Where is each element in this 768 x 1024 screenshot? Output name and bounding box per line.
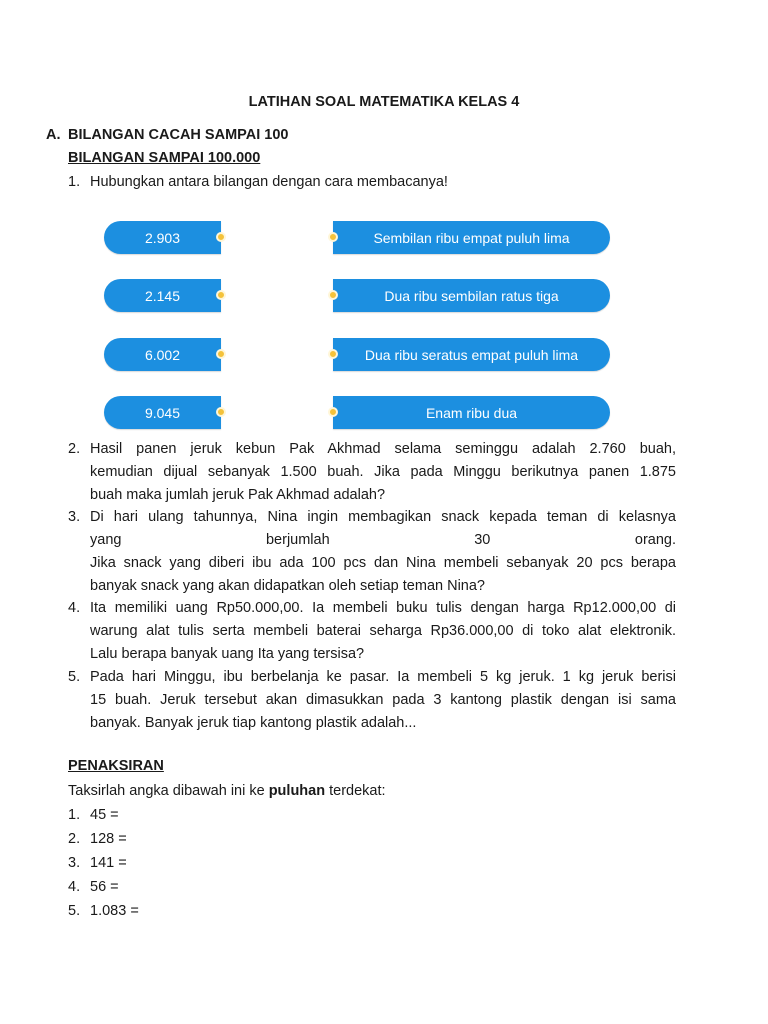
section-a-heading — [46, 127, 288, 143]
word-option-1[interactable] — [333, 221, 610, 254]
estimate-item-5-number: 5. — [68, 903, 81, 919]
text-line: 15 buah. Jeruk tersebut akan dimasukkan pada 3 kantong plastik dengan isi sama — [90, 692, 676, 708]
text-line: kemudian dijual sebanyak 1.500 buah. Jika pada Minggu berikutnya panen 1.875 — [90, 464, 676, 480]
text-line: Lalu berapa banyak uang Ita yang tersisa? — [90, 646, 365, 662]
number-option-label: 2.145 — [144, 287, 181, 304]
word-option-4[interactable] — [333, 396, 610, 429]
number-option-3[interactable] — [104, 338, 221, 371]
section-letter: A. — [46, 127, 61, 143]
instruction-emphasis: puluhan — [268, 783, 326, 799]
question-4-text — [90, 597, 676, 666]
word-option-label: Dua ribu seratus empat puluh lima — [364, 346, 579, 363]
estimate-item-1: 45 = — [90, 807, 119, 823]
connector-dot-icon[interactable] — [328, 349, 338, 359]
connector-dot-icon[interactable] — [216, 232, 226, 242]
page-title: LATIHAN SOAL MATEMATIKA KELAS 4 — [248, 94, 520, 110]
question-2-text — [90, 438, 676, 507]
estimate-item-1-number: 1. — [68, 807, 81, 823]
connector-dot-icon[interactable] — [328, 232, 338, 242]
text-line: warung alat tulis serta membeli baterai seharga Rp36.000,00 di toko alat elektronik. — [90, 623, 676, 639]
question-3-number: 3. — [68, 509, 81, 525]
word-option-label: Dua ribu sembilan ratus tiga — [384, 287, 559, 304]
connector-dot-icon[interactable] — [328, 290, 338, 300]
question-4-number: 4. — [68, 600, 81, 616]
instruction-text: Taksirlah angka dibawah ini ke — [68, 783, 269, 799]
penaksiran-heading: PENAKSIRAN — [68, 758, 164, 774]
word-option-label: Sembilan ribu empat puluh lima — [373, 229, 570, 246]
text-line: Hasil panen jeruk kebun Pak Akhmad selama seminggu adalah 2.760 buah, — [90, 441, 676, 457]
word-option-2[interactable] — [333, 279, 610, 312]
instruction-text: terdekat: — [325, 783, 386, 799]
text-line: Pada hari Minggu, ibu berbelanja ke pasar. Ia membeli 5 kg jeruk. 1 kg jeruk berisi — [90, 669, 676, 685]
estimate-item-2: 128 = — [90, 831, 127, 847]
text-line: banyak. Banyak jeruk tiap kantong plastik adalah... — [90, 715, 417, 731]
text-line: banyak snack yang akan didapatkan oleh setiap teman Nina? — [90, 578, 485, 594]
number-option-label: 6.002 — [144, 346, 181, 363]
connector-dot-icon[interactable] — [216, 349, 226, 359]
word-option-label: Enam ribu dua — [425, 404, 518, 421]
connector-dot-icon[interactable] — [216, 407, 226, 417]
number-option-label: 9.045 — [144, 404, 181, 421]
text-line: Ita memiliki uang Rp50.000,00. Ia membeli buku tulis dengan harga Rp12.000,00 di — [90, 600, 676, 616]
text-line: Di hari ulang tahunnya, Nina ingin membagikan snack kepada teman di kelasnya — [90, 509, 676, 525]
estimate-item-3-number: 3. — [68, 855, 81, 871]
text-line: Jika snack yang diberi ibu ada 100 pcs dan Nina membeli sebanyak 20 pcs berapa — [90, 555, 676, 571]
section-subheading: BILANGAN SAMPAI 100.000 — [68, 150, 261, 166]
section-title: BILANGAN CACAH SAMPAI 100 — [68, 127, 289, 143]
estimate-item-3: 141 = — [90, 855, 127, 871]
text-line: yang berjumlah 30 orang. — [90, 532, 676, 548]
question-1-number: 1. — [68, 174, 81, 190]
penaksiran-instruction — [68, 780, 386, 803]
number-option-2[interactable] — [104, 279, 221, 312]
number-option-label: 2.903 — [144, 229, 181, 246]
text-line: buah maka jumlah jeruk Pak Akhmad adalah? — [90, 487, 386, 503]
estimate-item-4-number: 4. — [68, 879, 81, 895]
question-2-number: 2. — [68, 441, 81, 457]
question-5-number: 5. — [68, 669, 81, 685]
question-5-text — [90, 666, 676, 735]
connector-dot-icon[interactable] — [328, 407, 338, 417]
question-1-text: Hubungkan antara bilangan dengan cara membacanya! — [90, 174, 448, 190]
estimate-item-2-number: 2. — [68, 831, 81, 847]
question-3-text — [90, 506, 676, 598]
number-option-4[interactable] — [104, 396, 221, 429]
number-option-1[interactable] — [104, 221, 221, 254]
estimate-item-5: 1.083 = — [90, 903, 139, 919]
estimate-item-4: 56 = — [90, 879, 119, 895]
word-option-3[interactable] — [333, 338, 610, 371]
connector-dot-icon[interactable] — [216, 290, 226, 300]
